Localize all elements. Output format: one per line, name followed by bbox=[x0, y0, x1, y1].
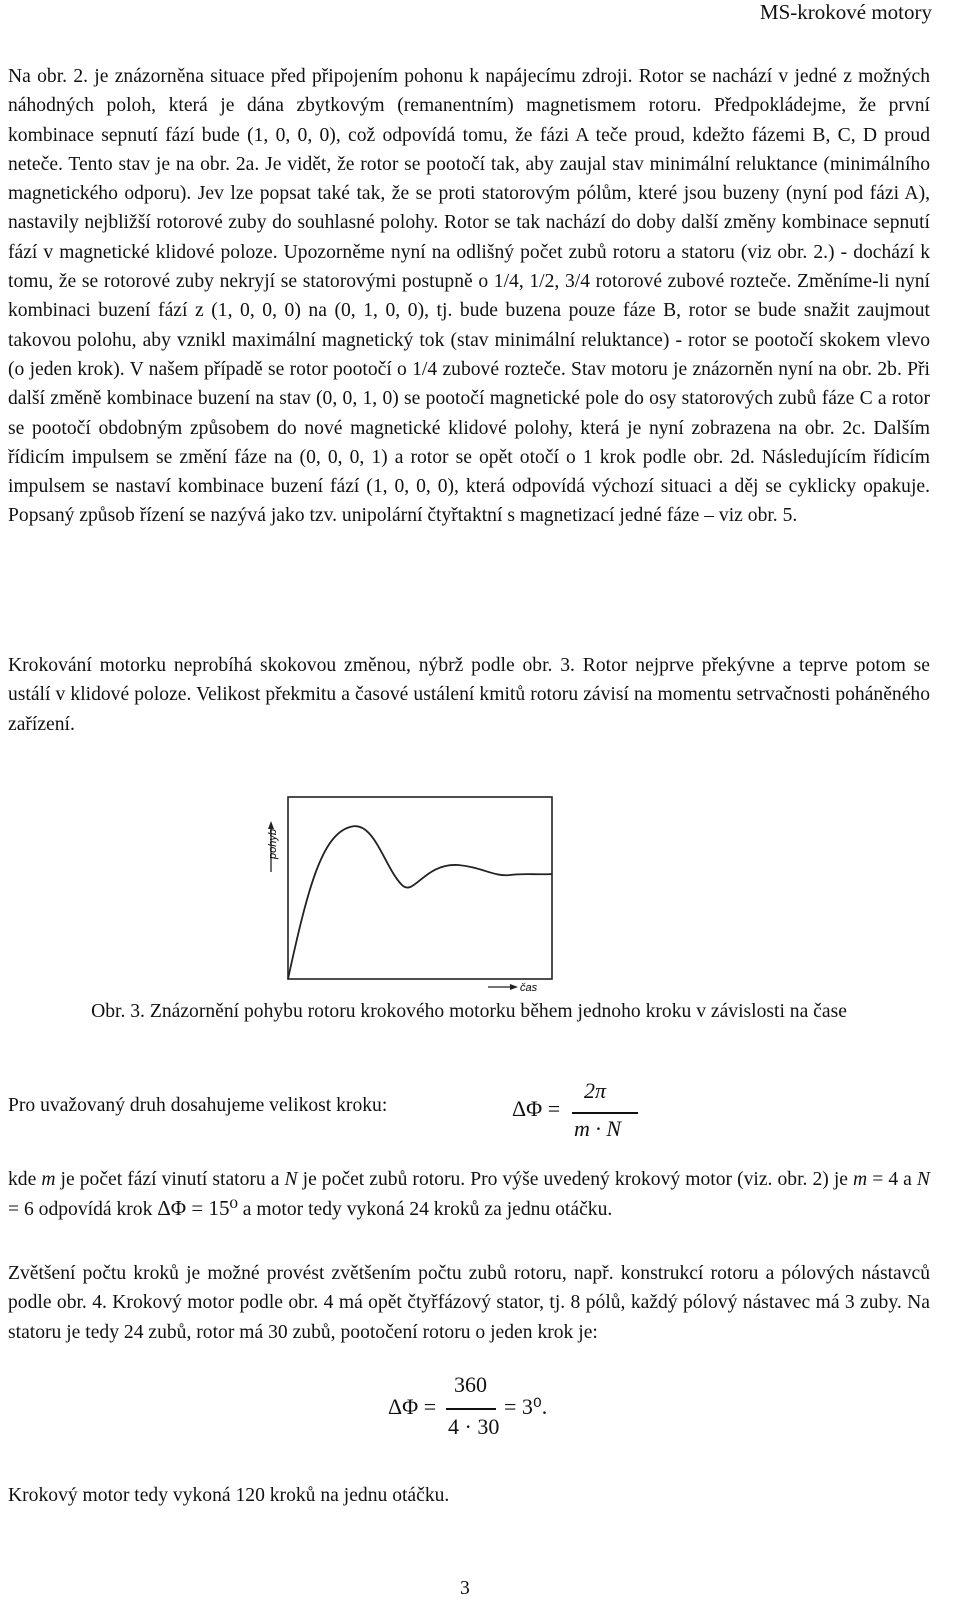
page-number: 3 bbox=[460, 1578, 470, 1599]
x-axis-label: čas bbox=[520, 982, 538, 994]
step-size-lead: Pro uvažovaný druh dosahujeme velikost kroku: bbox=[8, 1095, 388, 1116]
response-curve bbox=[288, 826, 552, 979]
paragraph-step-definition: kde m je počet fází vinutí statoru a N je počet zubů rotoru. Pro výše uvedený krokový motor (viz. obr. 2) je m = 4 a N = 6 odpovídá krok ΔΦ = 15⁰ a motor tedy vykoná 24 kroků za jednu otáčku. bbox=[8, 1169, 930, 1221]
formula2-numerator: 360 bbox=[454, 1372, 487, 1397]
fraction2-bar bbox=[446, 1408, 496, 1410]
y-arrow-head bbox=[268, 821, 274, 829]
step-size-formula-2 bbox=[388, 1372, 588, 1452]
formula2-denominator: 4 · 30 bbox=[448, 1414, 500, 1439]
running-header: MS-krokové motory bbox=[759, 0, 932, 24]
formula2-lhs: ΔΦ = bbox=[388, 1394, 437, 1419]
step-size-line bbox=[8, 1095, 387, 1117]
y-axis-label: pohyb bbox=[267, 829, 279, 859]
rotor-motion-plot bbox=[262, 777, 562, 1002]
fraction-bar bbox=[572, 1112, 638, 1114]
paragraph-more-teeth: Zvětšení počtu kroků je možné provést zvětšením počtu zubů rotoru, např. konstrukcí rotoru a pólových nástavců podle obr. 4. Krokový motor podle obr. 4 má opět čtyřfázový stator, tj. 8 pólů, každý pólový nástavec má 3 zuby. Na statoru je tedy 24 zubů, rotor má 30 zubů, pootočení rotoru o jeden krok je: bbox=[8, 1263, 930, 1343]
paragraph-stepping-overshoot: Krokování motorku neprobíhá skokovou změnou, nýbrž podle obr. 3. Rotor nejprve překývne a teprve potom se ustálí v klidové poloze. Velikost překmitu a časové ustálení kmitů rotoru závisí na momentu setrvačnosti poháněného zařízení. bbox=[8, 655, 930, 735]
formula-denominator: m · N bbox=[574, 1116, 622, 1141]
x-arrow-head bbox=[510, 984, 518, 990]
formula-lhs: ΔΦ = bbox=[512, 1096, 561, 1121]
figure-rotor-motion bbox=[262, 777, 562, 1002]
plot-frame bbox=[288, 797, 552, 979]
paragraph-phase-switching: Na obr. 2. je znázorněna situace před připojením pohonu k napájecímu zdroji. Rotor se nachází v jedné z možných náhodných poloh, která je dána zbytkovým (remanentním) magnetismem rotoru. Předpokládejme, že první kombinace sepnutí fází bude (1, 0, 0, 0), což odpovídá tomu, že fázi A teče proud, kdežto fázemi B, C, D proud neteče. Tento stav je na obr. 2a. Je vidět, že rotor se pootočí tak, aby zaujal stav minimální reluktance (minimálního magnetického odporu). Jev lze popsat také tak, že se proti statorovým pólům, které jsou buzeny (nyní pod fázi A), nastavily nejbližší rotorové zuby do souhlasné polohy. Rotor se tak nachází do doby další změny kombinace sepnutí fází v magnetické klidové poloze. Upozorněme nyní na odlišný počet zubů rotoru a statoru (viz obr. 2.) - dochází k tomu, že se rotorové zuby nekryjí se statorovými postupně o 1/4, 1/2, 3/4 rotorové zubové rozteče. Změníme-li nyní kombinaci buzení fází z (1, 0, 0, 0) na (0, 1, 0, 0), tj. bude buzena pouze fáze B, rotor se bude snažit zaujmout takovou polohu, aby vznikl maximální magnetický tok (stav minimální reluktance) - rotor se pootočí skokem vlevo (o jeden krok). V našem případě se rotor pootočí o 1/4 zubové rozteče. Stav motoru je znázorněn nyní na obr. 2b. Při další změně kombinace buzení na stav (0, 0, 1, 0) se pootočí magnetické pole do osy statorových zubů fáze C a rotor se pootočí obdobným způsobem do nové magnetické klidové polohy, která je nyní zobrazena na obr. 2c. Dalším řídicím impulsem se změní fáze na (0, 0, 0, 1) a rotor se opět otočí o 1 krok podle obr. 2d. Následujícím řídicím impulsem se nastaví kombinace buzení fází (1, 0, 0, 0), která odpovídá výchozí situaci a děj se cyklicky opakuje. Popsaný způsob řízení se nazývá jako tzv. unipolární čtyřtaktní s magnetizací jedné fáze – viz obr. 5. bbox=[8, 66, 930, 527]
closing-sentence: Krokový motor tedy vykoná 120 kroků na jednu otáčku. bbox=[8, 1485, 450, 1506]
inline-step-equation: ΔΦ = 15⁰ bbox=[157, 1196, 238, 1221]
figure-caption: Obr. 3. Znázornění pohybu rotoru krokového motorku během jednoho kroku v závislosti na čase bbox=[91, 1001, 847, 1022]
formula-numerator: 2π bbox=[584, 1078, 607, 1103]
step-size-formula bbox=[512, 1078, 652, 1148]
formula2-result: = 3⁰. bbox=[504, 1394, 548, 1419]
